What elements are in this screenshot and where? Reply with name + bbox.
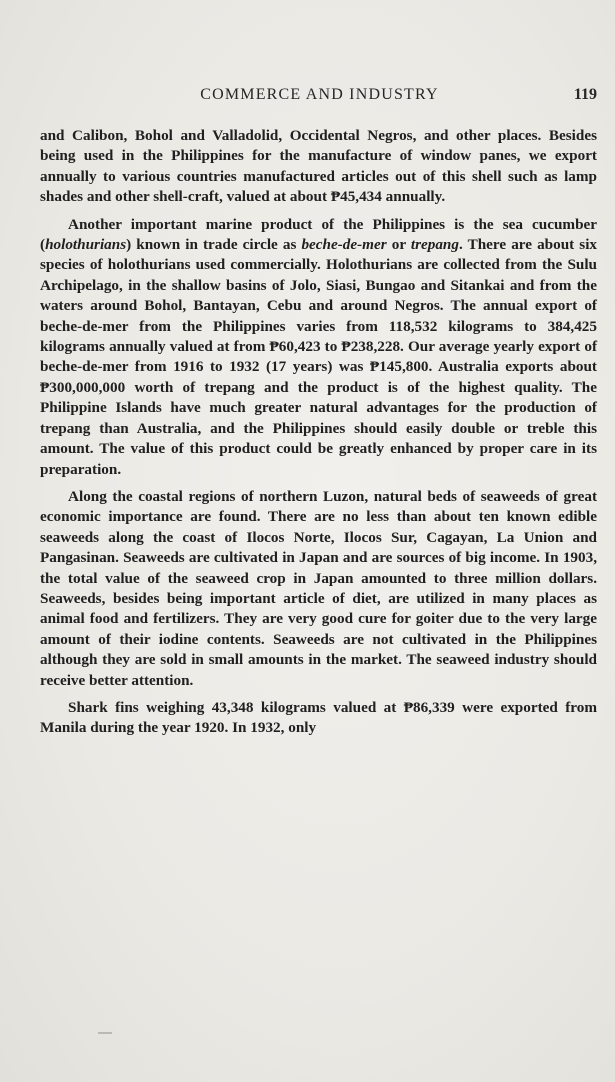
body-text	[40, 126, 597, 746]
page-number: 119	[573, 86, 597, 103]
paragraph-seaweeds: Along the coastal regions of northern Luzon, natural beds of seaweeds of great economic importance are found. There are no less than about ten known edible seaweeds along the coast of Ilocos Norte, Ilocos Sur, Cagayan, La Union and Pangasinan. Seaweeds are cultivated in Japan and are sources of big income. In 1903, the total value of the seaweed crop in Japan amounted to three million dollars. Seaweeds, besides being important article of diet, are utilized in many places as animal food and fertilizers. They are very good cure for goiter due to the very large amount of their iodine contents. Seaweeds are not cultivated in the Philippines although they are sold in small amounts in the market. The seaweed industry should receive better attention.	[40, 487, 597, 689]
term-beche-de-mer: beche-de-mer	[301, 236, 387, 254]
paragraph-sea-cucumber-text-2: ) known in trade circle as	[126, 236, 302, 254]
paragraph-shark-fins: Shark fins weighing 43,348 kilograms valued at ₱86,339 were exported from Manila during the year 1920. In 1932, only	[40, 698, 597, 737]
page-header	[42, 86, 597, 110]
paragraph-sea-cucumber	[40, 215, 597, 480]
term-holothurians: holothurians	[45, 236, 127, 254]
paragraph-shell-exports: and Calibon, Bohol and Valladolid, Occidental Negros, and other places. Besides being used in the Philippines for the manufacture of window panes, we export annually to various countries manufactured articles out of this shell such as lamp shades and other shell-craft, valued at about ₱45,434 annually.	[40, 127, 597, 206]
term-trepang: trepang	[410, 236, 459, 254]
running-head: COMMERCE AND INDUSTRY	[200, 86, 439, 103]
paragraph-sea-cucumber-text-4: . There are about six species of holothurians used commercially. Holothurians are collected from the Sulu Archipelago, in the shallow basins of Jolo, Siasi, Bungao and Sitankai and from the waters around Bohol, Bantayan, Cebu and around Negros. The annual export of beche-de-mer from the Philippines varies from 118,532 kilograms to 384,425 kilograms annually valued at from ₱60,423 to ₱238,228. Our average yearly export of beche-de-mer from 1916 to 1932 (17 years) was ₱145,800. Australia exports about ₱300,000,000 worth of trepang and the product is of the highest quality. The Philippine Islands have much greater natural advantages for the production of trepang than Australia, and the Philippines should easily double or treble this amount. The value of this product could be greatly enhanced by proper care in its preparation.	[40, 236, 598, 478]
paragraph-sea-cucumber-text-1: Another important marine product of the Philippines is the sea cucumber (	[40, 215, 597, 254]
page-smudge	[98, 1032, 112, 1034]
paragraph-sea-cucumber-text-3: or	[386, 236, 411, 254]
